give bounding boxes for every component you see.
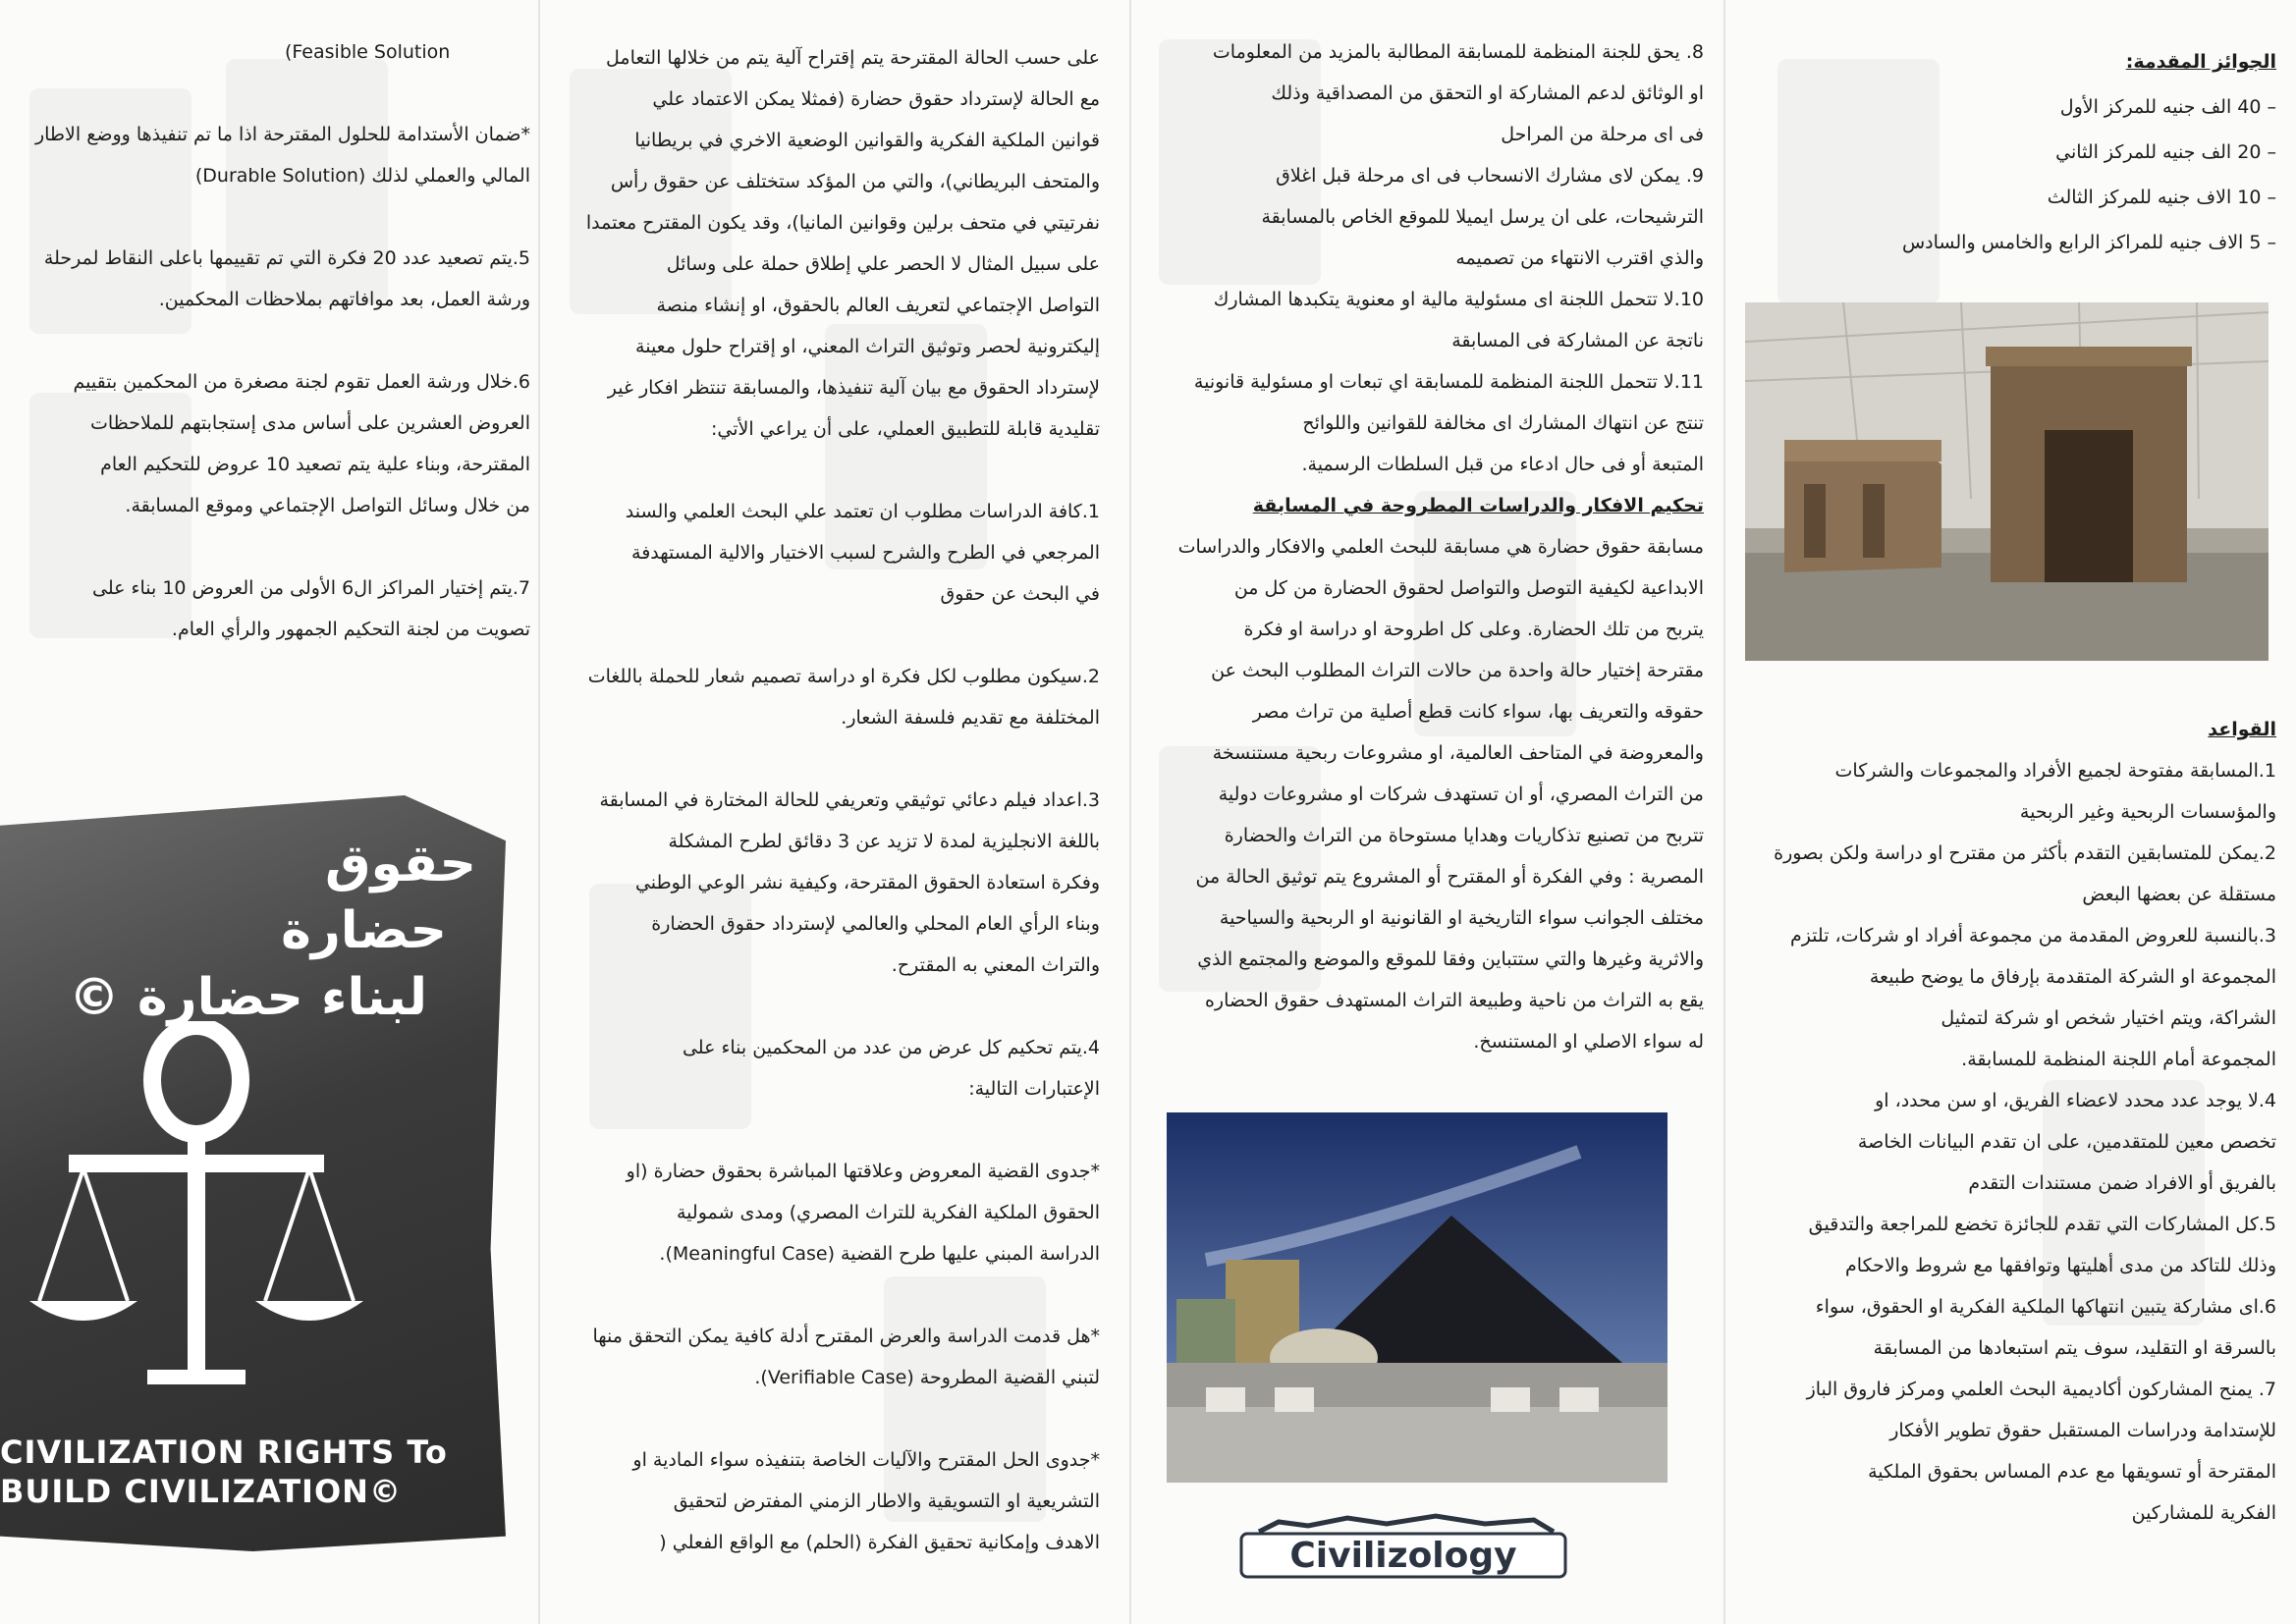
text-line: ناتجة عن المشاركة فى المسابقة xyxy=(1451,330,1704,352)
text-line: 4.لا يوجد عدد محدد لاعضاء الفريق، او سن محدد، او xyxy=(1875,1090,2276,1111)
panel1-text xyxy=(0,31,530,650)
text-line: الاهدف وإمكانية تحقيق الفكرة (الحلم) مع الواقع الفعلي ( xyxy=(659,1532,1100,1553)
luxor-pyramid-image xyxy=(1167,1112,1667,1483)
text-line: مسابقة حقوق حضارة هي مسابقة للبحث العلمي والافكار والدراسات xyxy=(1177,536,1704,558)
text-line: 8. يحق للجنة المنظمة للمسابقة المطالبة بالمزيد من المعلومات xyxy=(1212,41,1704,63)
civilizology-logo-text: Civilizology xyxy=(1289,1536,1517,1576)
text-line: والذي اقترب الانتهاء من تصميمه xyxy=(1455,247,1704,269)
text-line: لإسترداد الحقوق مع بيان آلية تنفيذها، والمسابقة تنتظر افكار غير xyxy=(607,377,1100,399)
rules-heading: القواعد xyxy=(2208,719,2276,740)
text-line: 4.يتم تحكيم كل عرض من عدد من المحكمين بناء على xyxy=(682,1037,1100,1058)
text-line: إليكترونية لحصر وتوثيق التراث المعني، او إقتراح حلول معينة xyxy=(635,336,1100,357)
text-line: مستقلة عن بعضها البعض xyxy=(2082,884,2276,905)
prizes-heading: الجوائز المقدمة: xyxy=(2125,51,2276,73)
prize-line: – 40 الف جنيه للمركز الأول xyxy=(2059,96,2276,118)
text-line: 5.يتم تصعيد عدد 20 فكرة التي تم تقييمها باعلى النقاط لمرحلة xyxy=(43,247,530,269)
text-line: المالي والعملي لذلك (Durable Solution) xyxy=(194,165,530,187)
text-line: 3.بالنسبة للعروض المقدمة من مجموعة أفراد او شركات، تلتزم xyxy=(1789,925,2276,947)
text-line: الحقوق الملكية الفكرية للتراث المصري) ومدى شمولية xyxy=(676,1202,1100,1223)
text-line: الترشيحات، على ان يرسل ايميلا للموقع الخاص بالمسابقة xyxy=(1261,206,1704,228)
temple-photo xyxy=(1745,302,2269,661)
text-line: 6.اى مشاركة يتبين انتهاكها الملكية الفكرية او الحقوق، سواء xyxy=(1815,1296,2276,1318)
prize-line: – 5 الاف جنيه للمراكز الرابع والخامس والسادس xyxy=(1901,232,2276,253)
text-line: الشراكة، ويتم اختيار شخص او شركة لتمثيل xyxy=(1941,1007,2276,1029)
text-line: لتبني القضية المطروحة (Verifiable Case). xyxy=(754,1367,1100,1388)
text-line: 2.يمكن للمتسابقين التقدم بأكثر من مقترح او دراسة ولكن بصورة xyxy=(1774,842,2276,864)
text-line: *جدوى القضية المعروض وعلاقتها المباشرة بحقوق حضارة (او xyxy=(626,1161,1100,1182)
prize-line: – 10 الاف جنيه للمركز الثالث xyxy=(2047,187,2276,208)
civilization-rights-logo xyxy=(0,795,506,1551)
text-line: من التراث المصري، أو ان تستهدف شركات او مشروعات دولية xyxy=(1218,784,1704,805)
text-line: المجموعة او الشركة المتقدمة بإرفاق ما يوضح طبيعة xyxy=(1869,966,2276,988)
text-line: ورشة العمل، بعد موافاتهم بملاحظات المحكمين. xyxy=(158,289,530,310)
text-line: قوانين الملكية الفكرية والقوانين الوضعية الاخري في بريطانيا xyxy=(634,130,1100,151)
text-line: 9. يمكن لاى مشارك الانسحاب فى اى مرحلة قبل اغلاق xyxy=(1276,165,1704,187)
text-line: حقوقه والتعريف بها، سواء كانت قطع أصلية من تراث مصر xyxy=(1252,701,1704,723)
panel-2 xyxy=(535,0,1110,1624)
temple-image xyxy=(1745,302,2269,661)
text-line: المتبعة أو فى حال ادعاء من قبل السلطات الرسمية. xyxy=(1301,454,1704,475)
text-line: والمعروضة في المتاحف العالمية، او مشروعات ربحية مستنسخة xyxy=(1212,742,1704,764)
section-heading: تحكيم الافكار والدراسات المطروحة في المسابقة xyxy=(1252,495,1704,516)
text-line: والمتحف البريطاني)، والتي من المؤكد ستختلف عن حقوق رأس xyxy=(610,171,1100,192)
text-line: له سواء الاصلي او المستنسخ. xyxy=(1473,1031,1704,1053)
text-line: مختلف الجوانب سواء التاريخية او القانونية او الربحية والسياحية xyxy=(1219,907,1704,929)
fold-line xyxy=(1129,0,1131,1624)
text-line: المقترحة أو تسويقها مع عدم المساس بحقوق الملكية xyxy=(1868,1461,2276,1483)
text-line: *هل قدمت الدراسة والعرض المقترح أدلة كافية يمكن التحقق منها xyxy=(592,1326,1100,1347)
text-line: للإستدامة ودراسات المستقبل حقوق تطوير الأفكار xyxy=(1889,1420,2276,1441)
text-line: وبناء الرأي العام المحلي والعالمي لإسترداد حقوق الحضارة xyxy=(651,913,1100,935)
text-line: التشريعية او التسويقية والاطار الزمني المفترض لتحقيق xyxy=(673,1490,1100,1512)
text-line: يتربح من تلك الحضارة. وعلى كل اطروحة او دراسة او فكرة xyxy=(1243,619,1704,640)
text-line: تتربح من تصنيع تذكاريات وهدايا مستوحاة من التراث والحضارة xyxy=(1224,825,1704,846)
text-line: على حسب الحالة المقترحة يتم إقتراح آلية يتم من خلالها التعامل xyxy=(606,47,1100,69)
text-line: الفكرية للمشاركين xyxy=(2131,1502,2276,1524)
text-line: نفرتيتي في متحف برلين وقوانين المانيا)، وقد يكون المقترح معتمدا xyxy=(585,212,1100,234)
logo-arabic-line: لبناء حضارة © xyxy=(68,968,427,1027)
panel2-text xyxy=(555,37,1100,1563)
text-line: والمؤسسات الربحية وغير الربحية xyxy=(2019,801,2276,823)
text-line: والتراث المعني به المقترح. xyxy=(891,954,1100,976)
text-line: وذلك للتاكد من مدى أهليتها وتوافقها مع شروط والاحكام xyxy=(1845,1255,2276,1276)
text-line: *جدوى الحل المقترح والآليات الخاصة بتنفيذه سواء المادية او xyxy=(632,1449,1100,1471)
text-line: على سبيل المثال لا الحصر علي إطلاق حملة على وسائل xyxy=(666,253,1100,275)
text-line: 10.لا تتحمل اللجنة اى مسئولية مالية او معنوية يتكبدها المشارك xyxy=(1213,289,1704,310)
luxor-pyramid-photo xyxy=(1167,1112,1667,1483)
text-line: المرجعي في الطرح والشرح لسبب الاختيار والالية المستهدفة xyxy=(631,542,1100,564)
panel4-rules xyxy=(1748,709,2276,1534)
text-line: او الوثائق لدعم المشاركة او التحقق من المصداقية وذلك xyxy=(1271,82,1704,104)
text-line: مع الحالة لإسترداد حقوق حضارة (فمثلا يمكن الاعتماد علي xyxy=(652,88,1100,110)
civilizology-logo-mark xyxy=(1239,1504,1567,1579)
text-line: 3.اعداد فيلم دعائي توثيقي وتعريفي للحالة المختارة في المسابقة xyxy=(599,789,1100,811)
text-line: 7.يتم إختيار المراكز ال6 الأولى من العروض 10 بناء على xyxy=(92,577,530,599)
text-line: الإعتبارات التالية: xyxy=(968,1078,1100,1100)
text-line: تقليدية قابلة للتطبيق العملي، على أن يراعي الأتي: xyxy=(710,418,1100,440)
text-line: يقع به التراث من ناحية وطبيعة التراث المستهدف حقوق الحضاره xyxy=(1204,990,1704,1011)
text-line: (Feasible Solution xyxy=(285,41,451,63)
text-line: مقترحة إختيار حالة واحدة من حالات التراث المطلوب البحث عن xyxy=(1211,660,1704,681)
logo-arabic-line: حضارة xyxy=(281,901,447,960)
text-line: الابداعية لكيفية التوصل والتواصل لحقوق الحضارة من كل من xyxy=(1233,577,1704,599)
text-line: 2.سيكون مطلوب لكل فكرة او دراسة تصميم شعار للحملة باللغات xyxy=(587,666,1100,687)
text-line: تخصص معين للمتقدمين، على ان تقدم البيانات الخاصة xyxy=(1857,1131,2276,1153)
text-line: المقترحة، وبناء علية يتم تصعيد 10 عروض للتحكيم العام xyxy=(100,454,530,475)
text-line: في البحث عن حقوق xyxy=(940,583,1100,605)
logo-english-line: CIVILIZATION RIGHTS To xyxy=(0,1434,448,1471)
text-line: العروض العشرين على أساس مدى إستجابتهم للملاحظات xyxy=(89,412,530,434)
text-line: فى اى مرحلة من المراحل xyxy=(1501,124,1704,145)
panel4-prizes xyxy=(1748,39,2276,265)
text-line: وفكرة استعادة الحقوق المقترحة، وكيفية نشر الوعي الوطني xyxy=(634,872,1100,893)
prize-line: – 20 الف جنيه للمركز الثاني xyxy=(2055,141,2276,163)
text-line: *ضمان الأستدامة للحلول المقترحة اذا ما تم تنفيذها ووضع الاطار xyxy=(34,124,530,145)
text-line: المصرية : وفي الفكرة أو المقترح أو المشروع يتم توثيق الحالة من xyxy=(1195,866,1704,888)
text-line: 5.كل المشاركات التي تقدم للجائزة تخضع للمراجعة والتدقيق xyxy=(1808,1214,2276,1235)
text-line: والاثرية وغيرها والتي ستتباين وفقا للموقع والموضع والمجتمع الذي xyxy=(1197,948,1704,970)
logo-english-line: BUILD CIVILIZATION© xyxy=(0,1473,402,1510)
panel-1 xyxy=(0,0,535,1624)
text-line: من خلال وسائل التواصل الإجتماعي وموقع المسابقة. xyxy=(125,495,530,516)
panel3-text xyxy=(1159,31,1704,1062)
civilizology-logo xyxy=(1239,1504,1567,1579)
text-line: المجموعة أمام اللجنة المنظمة للمسابقة. xyxy=(1961,1049,2276,1070)
text-line: تصويت من لجنة التحكيم الجمهور والرأي العام. xyxy=(171,619,530,640)
text-line: 1.المسابقة مفتوحة لجميع الأفراد والمجموعات والشركات xyxy=(1834,760,2276,782)
ankh-scales-icon xyxy=(10,1021,383,1394)
text-line: 11.لا تتحمل اللجنة المنظمة للمسابقة اي تبعات او مسئولية قانونية xyxy=(1193,371,1704,393)
text-line: 1.كافة الدراسات مطلوب ان تعتمد علي البحث العلمي والسند xyxy=(625,501,1100,522)
text-line: بالسرقة او التقليد، سوف يتم استبعادها من المسابقة xyxy=(1873,1337,2276,1359)
text-line: المختلفة مع تقديم فلسفة الشعار. xyxy=(841,707,1100,729)
text-line: 7. يمنح المشاركون أكاديمية البحث العلمي ومركز فاروق الباز xyxy=(1806,1379,2276,1400)
text-line: التواصل الإجتماعي لتعريف العالم بالحقوق، او إنشاء منصة xyxy=(656,295,1100,316)
text-line: باللغة الانجليزية لمدة لا تزيد عن 3 دقائق لطرح المشكلة xyxy=(668,831,1100,852)
logo-arabic-line: حقوق xyxy=(325,835,476,893)
panel-4 xyxy=(1728,0,2296,1624)
text-line: تنتج عن انتهاك المشارك اى مخالفة للقوانين واللوائح xyxy=(1302,412,1704,434)
text-line: الدراسة المبني عليها طرح القضية (Meaningful Case). xyxy=(659,1243,1100,1265)
text-line: بالفريق أو الافراد ضمن مستندات التقدم xyxy=(1968,1172,2276,1194)
text-line: 6.خلال ورشة العمل تقوم لجنة مصغرة من المحكمين بتقييم xyxy=(73,371,530,393)
